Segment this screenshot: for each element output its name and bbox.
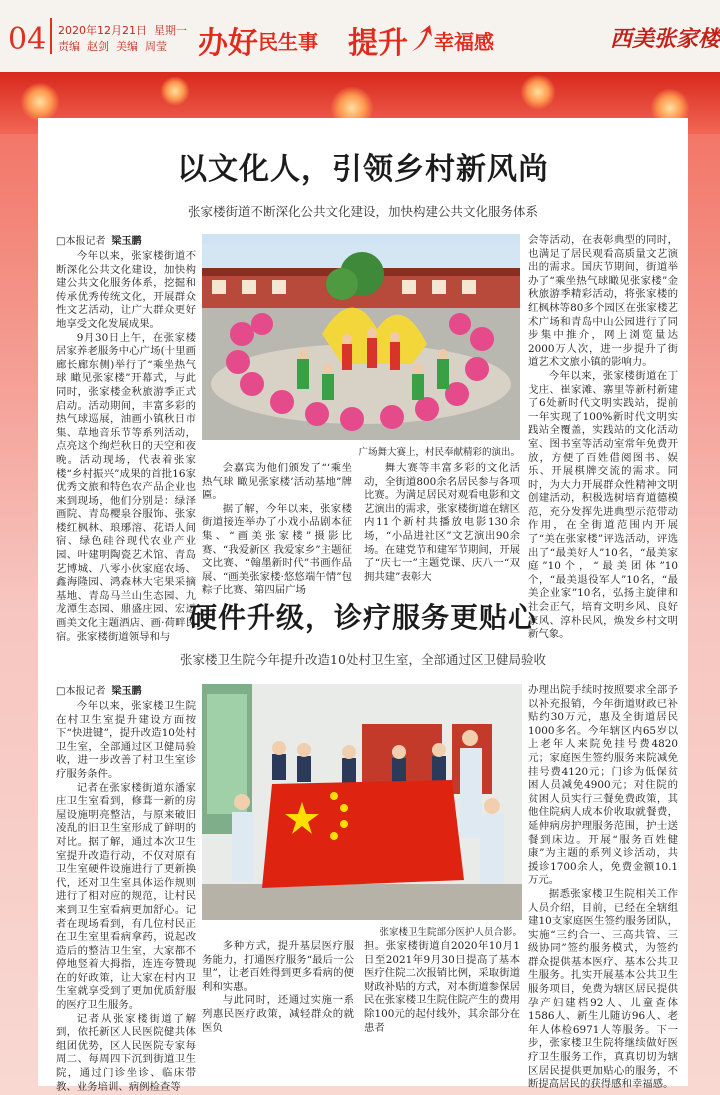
article1-title: 以文化人，引领乡村新风尚 [177, 152, 549, 187]
editors-line [58, 38, 167, 54]
article2-photo [202, 684, 522, 920]
article1-byline [56, 232, 141, 247]
article2-byline [56, 682, 141, 697]
issue-weekday: 星期一 [154, 24, 187, 37]
paragraph: 9月30日上午，在张家楼居家养老服务中心广场(十里画廊长廊东侧)举行了“乘坐热气球 瞰见张家楼”开幕式，与此同时，张家楼金秋旅游季正式启动。活动期间，丰富多彩的热气球巡展，油画小镇秋日市集、草地音乐节等系列活动，点亮这个绚烂秋日的天空和夜晚。活动现场，代表着张家楼“乡村振兴”成果的首批16家优秀文旅和特色农产品企业也来到现场，他们分别是：绿泽画院、青岛樱泉谷服饰、张家楼红枫林、琅琊溶、花语人间宿、绿色硅谷现代农业产业园、叶建明陶瓷艺术馆、青岛艺博城、八零小伙家庭农场、鑫海隆园、鸿森林大宅果采摘基地、青岛马兰山生态园、九龙潭生态园、鼎盛庄园、宏运画美文化主题酒店、画·荷畔民宿。张家楼街道领导和与 [56, 331, 196, 643]
light-decoration [160, 76, 190, 106]
editor-label: 责编 [58, 40, 80, 53]
article2-column-1 [56, 700, 196, 1093]
article1-column-1 [56, 250, 196, 645]
article1-photo-caption: 广场舞大赛上，村民奉献精彩的演出。 [358, 447, 520, 458]
paragraph: 记者从张家楼街道了解到，依托新区人民医院健共体组团优势，区人民医院专家每周二、每周四下沉到街道卫生院，通过门诊坐诊、临床带教、业务培训、病例检查等 [56, 1012, 196, 1093]
byline-name: 梁玉鹏 [111, 686, 142, 697]
header-slogan [198, 20, 588, 60]
issue-date-line [58, 22, 187, 38]
paragraph: 舞大赛等丰富多彩的文化活动，全街道800余名居民参与各项比赛。为满足居民对观看电影和文艺演出的需求，张家楼街道在辖区内11个新村共播放电影130余场，“小品进社区”文艺演出90余场。在建党节和建军节期间，开展了“庆七一”主题党课、庆八一“双拥共建”表彰大 [364, 462, 520, 583]
content-card [38, 118, 688, 1093]
slogan-part-1: 办好 [198, 26, 258, 61]
paragraph: 今年以来，张家楼街道在丁戈庄、崔家滩、寨里等新村新建了6处新时代文明实践站，提前一年实现了100%新时代文明实践站全覆盖，实践站的文化活动室、图书室等活动室常年免费开放，方便了百姓借阅图书、娱乐、开展棋牌交流的需求。同时，为大力开展群众性精神文明创建活动，积极选树培育道德模范，充分发挥先进典型示范带动作用，在全街道范围内开展了“美在张家楼”评选活动，评选出了“最美好人”10名，“最美家庭”10个，“最美团体”10个，“最美退役军人”10名，“最美企业家”10名，弘扬主旋律和社会正气，培育文明乡风、良好家风、淳朴民风，焕发乡村文明新气象。 [528, 369, 678, 641]
dance-performance-photo [202, 234, 520, 440]
article2-column-2 [202, 940, 354, 1078]
paragraph: 今年以来，张家楼卫生院在村卫生室提升建设方面按下“快进键”，提升改造10处村卫生室，全部通过区卫健局验收，进一步改善了村卫生室诊疗服务条件。 [56, 700, 196, 780]
article1-column-4 [528, 234, 678, 646]
article2-column-3 [364, 940, 520, 1078]
paragraph: 记者在张家楼街道东潘家庄卫生室看到，修葺一新的房屋设施明亮整洁，与原来破旧凌乱的旧卫生室形成了鲜明的对比。据了解，通过本次卫生室提升改造行动，不仅对原有卫生室硬件设施进行了更新换代，还对卫生室具体运作规则进行了相对应的规范，让村民来到卫生室看病更加舒心。记者在现场看到，有几位村民正在卫生室里看病拿药，说起改造后的整洁卫生室，大家都不停地竖着大拇指，连连夸赞现在的好政策，让大家在村内卫生室就享受到了更加优质舒服的医疗卫生服务。 [56, 781, 196, 1012]
designer-label: 美编 [116, 40, 138, 53]
article2-photo-caption: 张家楼卫生院部分医护人员合影。 [379, 927, 522, 938]
editor-name: 赵剑 [87, 40, 109, 53]
paragraph: 据悉张家楼卫生院相关工作人员介绍，目前，已经在全辖组建10支家庭医生签约服务团队，实施“三约合一、三高共管、三级协同”签约服务模式，为签约群众提供基本医疗、基本公共卫生服务。扎实开展基本公共卫生服务项目，免费为辖区居民提供孕产妇建档92人、儿童查体1586人、新生儿随访96人、老年人体检6971人等服务。下一步，张家楼卫生院将继续做好医疗卫生服务工作，真真切切为辖区居民提供更加贴心的服务，不断提高居民的获得感和幸福感。 [528, 887, 678, 1091]
paragraph: 会嘉宾为他们颁发了“‘乘坐热气球 瞰见张家楼’活动基地”牌匾。 [202, 462, 352, 502]
upward-arrow-icon [408, 25, 434, 55]
paragraph: 与此同时，还通过实施一系列惠民医疗政策，减轻群众的就医负 [202, 994, 354, 1034]
slogan-part-2: 民生事 [258, 29, 318, 54]
byline-prefix: □本报记者 [56, 686, 106, 697]
designer-name: 周莹 [145, 40, 167, 53]
issue-date: 2020年12月21日 [58, 24, 147, 37]
light-decoration [20, 82, 60, 122]
light-decoration [520, 74, 556, 110]
page-number: 04 [8, 22, 47, 57]
article1-photo [202, 234, 520, 440]
paragraph: 据了解，今年以来，张家楼街道接连举办了小戏小品剧本征集、“画美张家楼”摄影比赛、“我爱新区 我爱家乡”主题征文比赛、“翰墨新时代”书画作品展、“画美张家楼·悠悠端午情”包粽子比赛、第四届广场 [202, 502, 352, 597]
slogan-part-4: 幸福感 [434, 29, 494, 54]
article2-subtitle: 张家楼卫生院今年提升改造10处村卫生室，全部通过区卫健局验收 [38, 650, 688, 668]
article2-column-4 [528, 684, 678, 1091]
paragraph: 多种方式，提升基层医疗服务能力，打通医疗服务“最后一公里”，让老百姓得到更多看病的便利和实惠。 [202, 940, 354, 993]
byline-name: 梁玉鹏 [111, 236, 142, 247]
paragraph: 会等活动，在表彰典型的同时，也满足了居民观看高质量文艺演出的需求。国庆节期间，街道举办了“乘坐热气球瞰见张家楼”金秋旅游季精彩活动，将张家楼的红枫林等80多个园区在张家楼艺术广场和青岛中山公园进行了同步集中推介，网上浏览量达2000万人次，进一步提升了街道艺术文旅小镇的影响力。 [528, 234, 678, 369]
slogan-part-3: 提升 [348, 26, 408, 61]
byline-prefix: □本报记者 [56, 236, 106, 247]
article2-title: 硬件升级，诊疗服务更贴心 [188, 601, 537, 634]
paragraph: 办理出院手续时按照要求全部予以补充报销，今年街道财政已补贴约30万元，惠及全街道居民1000多名。今年辖区内65岁以上老年人来院免挂号费4820元；家庭医生签约服务来院减免挂号费4120元；门诊为低保贫困人员减免4900元；对住院的贫困人员实行三餐免费政策，其他住院病人成本价收取就餐费，延伸病房护理服务范围，护士送餐到床边。开展“服务百姓健康”为主题的系列义诊活动，共援诊1700余人，免费金额10.1万元。 [528, 684, 678, 887]
page-header [0, 0, 720, 72]
paragraph: 今年以来，张家楼街道不断深化公共文化建设，加快构建公共文化服务体系，挖掘和传承优秀传统文化，开展群众性文艺活动，让广大群众更好地享受文化发展成果。 [56, 250, 196, 330]
paragraph: 担。张家楼街道自2020年10月1日至2021年9月30日提高了基本医疗住院二次报销比例，采取街道财政补贴的方式，对本街道参保居民在张家楼卫生院住院产生的费用除100元的起付线外，其余部分在患者 [364, 940, 520, 1034]
header-divider [50, 18, 52, 54]
medical-staff-photo [202, 684, 522, 920]
masthead-calligraphy: 西美张家楼 [610, 26, 720, 52]
article1-subtitle: 张家楼街道不断深化公共文化建设，加快构建公共文化服务体系 [187, 204, 538, 219]
